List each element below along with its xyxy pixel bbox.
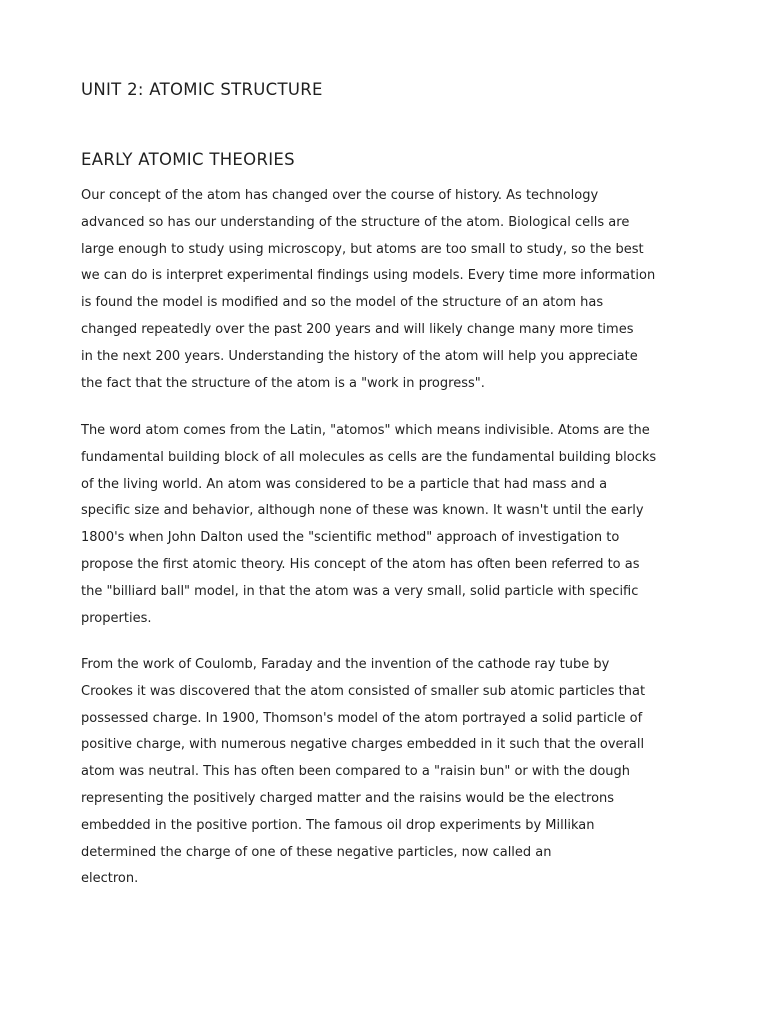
- text-line: of the living world. An atom was considered to be a particle that had mass and a: [81, 476, 608, 492]
- text-line: Crookes it was discovered that the atom consisted of smaller sub atomic particles that: [81, 683, 646, 699]
- text-line: properties.: [81, 610, 152, 626]
- text-line: fundamental building block of all molecules as cells are the fundamental building blocks: [81, 449, 657, 465]
- text-line: Our concept of the atom has changed over the course of history. As technology: [81, 188, 599, 203]
- text-line: determined the charge of one of these negative particles, now called an: [81, 844, 552, 860]
- text-line: the fact that the structure of the atom is a "work in progress".: [81, 375, 485, 391]
- text-line: atom was neutral. This has often been compared to a "raisin bun" or with the dough: [81, 764, 631, 780]
- text-line: The word atom comes from the Latin, "atomos" which means indivisible. Atoms are the: [81, 423, 650, 438]
- section-heading: EARLY ATOMIC THEORIES: [81, 150, 295, 169]
- unit-heading: UNIT 2: ATOMIC STRUCTURE: [81, 80, 323, 99]
- text-line: in the next 200 years. Understanding the history of the atom will help you appreciate: [81, 348, 638, 364]
- text-line: advanced so has our understanding of the structure of the atom. Biological cells are: [81, 214, 630, 230]
- text-line: propose the first atomic theory. His concept of the atom has often been referred to as: [81, 556, 640, 572]
- text-line: changed repeatedly over the past 200 years and will likely change many more times: [81, 321, 634, 337]
- paragraph-history-of-atom: [81, 183, 721, 397]
- text-line: the "billiard ball" model, in that the atom was a very small, solid particle with specific: [81, 583, 639, 599]
- text-line: embedded in the positive portion. The famous oil drop experiments by Millikan: [81, 817, 595, 833]
- text-line: possessed charge. In 1900, Thomson's model of the atom portrayed a solid particle of: [81, 710, 643, 726]
- paragraph-dalton-model: [81, 418, 721, 632]
- text-line: large enough to study using microscopy, but atoms are too small to study, so the best: [81, 241, 644, 257]
- text-line: electron.: [81, 871, 139, 887]
- paragraph-thomson-model: [81, 652, 721, 893]
- text-line: 1800's when John Dalton used the "scientific method" approach of investigation to: [81, 530, 620, 546]
- text-line: positive charge, with numerous negative charges embedded in it such that the overall: [81, 737, 645, 753]
- text-line: is found the model is modified and so the model of the structure of an atom has: [81, 295, 604, 311]
- text-line: specific size and behavior, although none of these was known. It wasn't until the early: [81, 503, 644, 519]
- text-line: From the work of Coulomb, Faraday and the invention of the cathode ray tube by: [81, 657, 610, 672]
- text-line: representing the positively charged matter and the raisins would be the electrons: [81, 790, 615, 806]
- text-line: we can do is interpret experimental findings using models. Every time more information: [81, 268, 656, 284]
